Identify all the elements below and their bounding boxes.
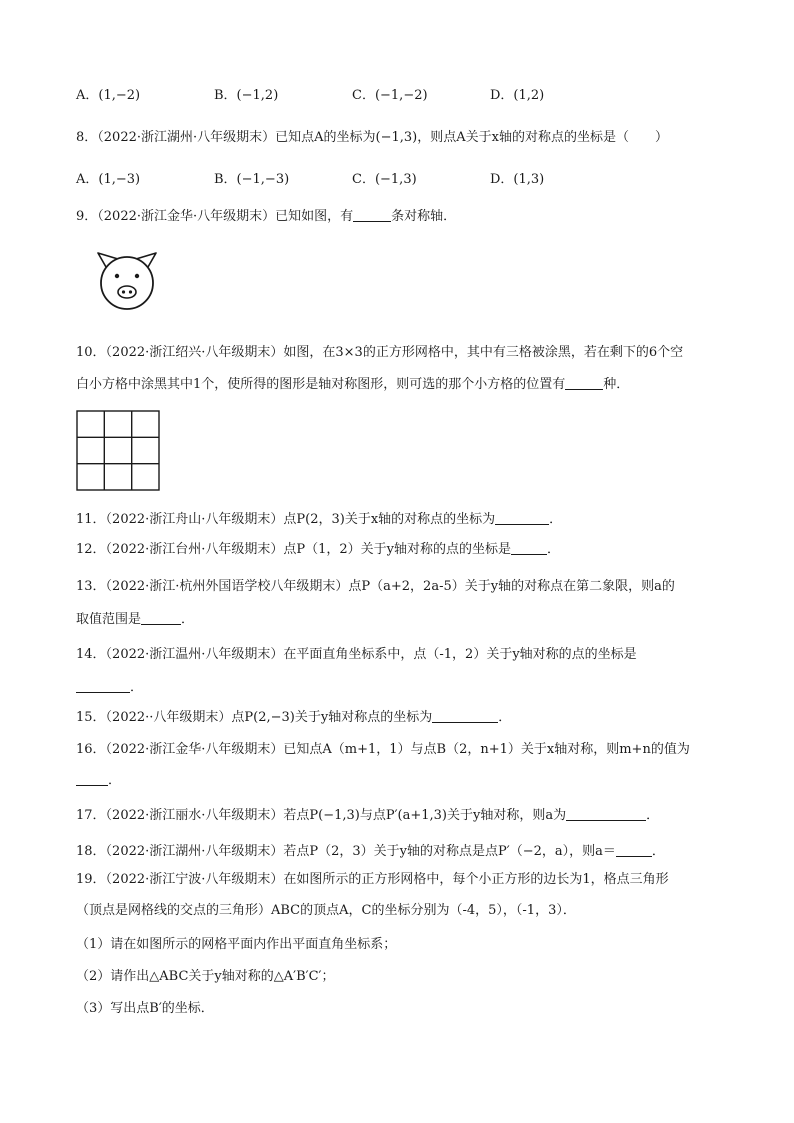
q14-text-after: ． xyxy=(130,680,144,695)
q8-option-a: A．(1,−3) xyxy=(76,172,141,187)
q8-stem: 8．（2022·浙江湖州·八年级期末）已知点A的坐标为(−1,3)，则点A关于x轴的对称点的坐标是（ ） xyxy=(76,130,668,145)
q8-option-c: C．(−1,3) xyxy=(352,172,417,187)
q19-line2: （顶点是网格线的交点的三角形）ABC的顶点A，C的坐标分别为（-4，5），（-1，3）． xyxy=(76,903,576,918)
q11-text-after: ． xyxy=(549,512,563,527)
q19-subquestion-2: （2）请作出△ABC关于y轴对称的△A′B′C′； xyxy=(76,969,335,984)
q15-answer-blank[interactable] xyxy=(432,708,498,723)
q18-stem xyxy=(76,842,665,862)
pig-face-figure xyxy=(92,247,162,311)
q10-answer-blank[interactable] xyxy=(565,375,603,390)
q16-line1: 16．（2022·浙江金华·八年级期末）已知点A（m+1，1）与点B（2，n+1）关于x轴对称，则m+n的值为 xyxy=(76,742,690,757)
q15-text-after: ． xyxy=(498,710,512,725)
q18-text-before: 18．（2022·浙江湖州·八年级期末）若点P（2，3）关于y轴的对称点是点P′（−2，a），则a＝ xyxy=(76,844,616,859)
q7-option-c: C．(−1,−2) xyxy=(352,88,428,103)
q10-text-before: 白小方格中涂黑其中1个，使所得的图形是轴对称图形，则可选的那个小方格的位置有 xyxy=(76,377,566,392)
q16-line2 xyxy=(76,771,121,791)
q17-text-before: 17．（2022·浙江丽水·八年级期末）若点P(−1,3)与点P′(a+1,3)关于y轴对称，则a为 xyxy=(76,808,567,823)
q19-subquestion-3: （3）写出点B′的坐标． xyxy=(76,1001,214,1016)
q12-stem xyxy=(76,540,560,560)
q16-text-after: ． xyxy=(108,773,122,788)
q16-answer-blank[interactable] xyxy=(76,771,108,786)
q18-answer-blank[interactable] xyxy=(616,842,652,857)
q7-option-d: D．(1,2) xyxy=(490,88,545,103)
q7-option-b: B．(−1,2) xyxy=(214,88,279,103)
q13-text-before: 取值范围是 xyxy=(76,612,142,627)
q12-text-before: 12．（2022·浙江台州·八年级期末）点P（1，2）关于y轴对称的点的坐标是 xyxy=(76,542,512,557)
q10-line1: 10．（2022·浙江绍兴·八年级期末）如图，在3×3的正方形网格中，其中有三格被涂黑，若在剩下的6个空 xyxy=(76,345,684,360)
q15-stem xyxy=(76,708,511,728)
q17-text-after: ． xyxy=(646,808,660,823)
pig-right-nostril xyxy=(129,290,132,293)
q13-line1: 13．（2022·浙江·杭州外国语学校八年级期末）点P（a+2，2a-5）关于y轴的对称点在第二象限，则a的 xyxy=(76,579,675,594)
q13-answer-blank[interactable] xyxy=(141,610,181,625)
q18-text-after: ． xyxy=(651,844,665,859)
q11-answer-blank[interactable] xyxy=(495,510,549,525)
q13-text-after: ． xyxy=(181,612,195,627)
q14-answer-blank[interactable] xyxy=(76,678,130,693)
q19-subquestion-1: （1）请在如图所示的网格平面内作出平面直角坐标系； xyxy=(76,937,397,952)
q10-line2 xyxy=(76,375,629,395)
q7-option-a: A．(1,−2) xyxy=(76,88,141,103)
q13-line2 xyxy=(76,610,194,630)
q14-line1: 14．（2022·浙江温州·八年级期末）在平面直角坐标系中，点（-1，2）关于y轴对称的点的坐标是 xyxy=(76,647,637,662)
q11-text-before: 11．（2022·浙江舟山·八年级期末）点P(2，3)关于x轴的对称点的坐标为 xyxy=(76,512,496,527)
q11-stem xyxy=(76,510,562,530)
pig-left-nostril xyxy=(122,290,125,293)
q10-text-after: 种． xyxy=(603,377,630,392)
pig-snout xyxy=(118,286,136,298)
q19-line1: 19．（2022·浙江宁波·八年级期末）在如图所示的正方形网格中，每个小正方形的边长为1，格点三角形 xyxy=(76,872,669,887)
grid-outline xyxy=(77,411,159,490)
grid-3x3-figure xyxy=(76,410,160,491)
pig-head xyxy=(101,257,153,309)
q9-answer-blank[interactable] xyxy=(353,207,391,222)
q8-option-d: D．(1,3) xyxy=(490,172,545,187)
q9-text-before: 9．（2022·浙江金华·八年级期末）已知如图，有 xyxy=(76,209,354,224)
q15-text-before: 15．（2022··八年级期末）点P(2,−3)关于y轴对称点的坐标为 xyxy=(76,710,433,725)
q12-text-after: ． xyxy=(547,542,561,557)
q17-answer-blank[interactable] xyxy=(566,806,646,821)
q12-answer-blank[interactable] xyxy=(511,540,547,555)
pig-left-eye xyxy=(115,274,119,278)
q8-option-b: B．(−1,−3) xyxy=(214,172,290,187)
q17-stem xyxy=(76,806,659,826)
q9-stem xyxy=(76,207,456,227)
q14-line2 xyxy=(76,678,143,698)
q9-text-after: 条对称轴． xyxy=(391,209,457,224)
pig-right-eye xyxy=(135,274,139,278)
